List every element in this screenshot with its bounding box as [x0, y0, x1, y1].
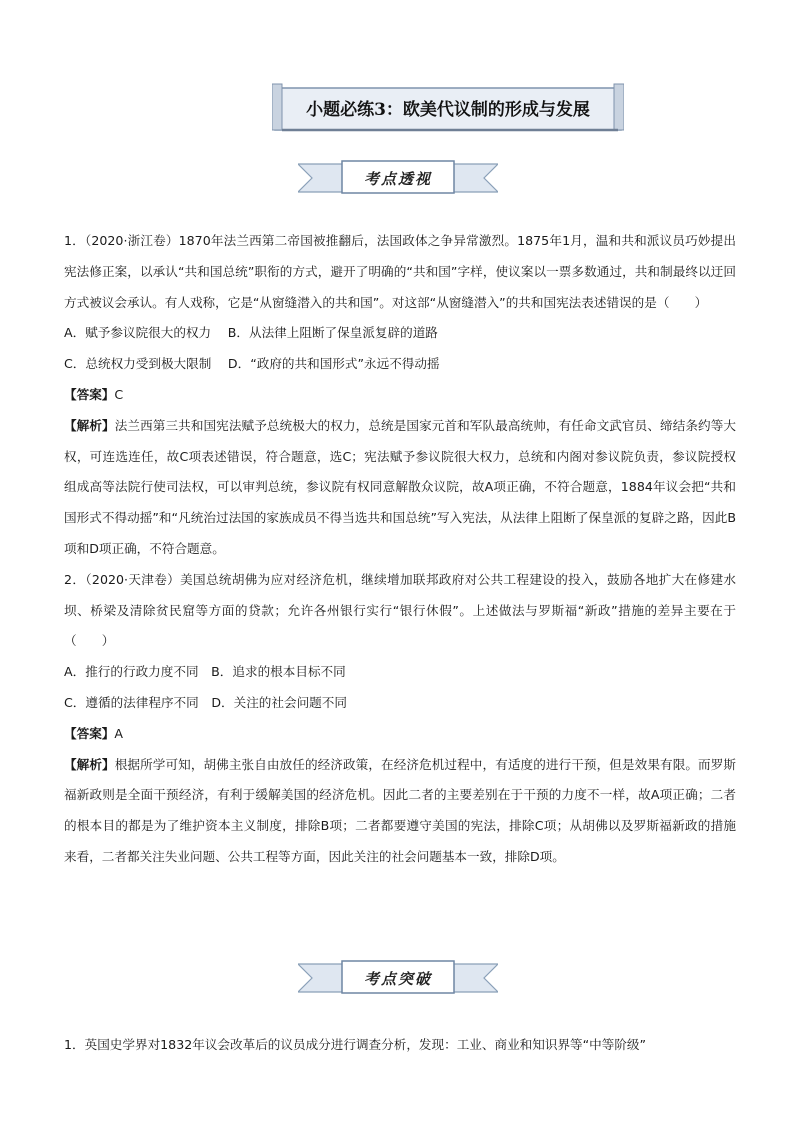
section-2-content — [64, 1030, 736, 1061]
question-1-options-line2: C．总统权力受到极大限制 D．“政府的共和国形式”永远不得动摇 — [64, 356, 440, 372]
section-1-content — [64, 226, 736, 873]
analysis-label: 【解析】 — [64, 756, 115, 772]
section-banner-1-label: 考点透视 — [363, 169, 432, 188]
analysis-text: 根据所学可知，胡佛主张自由放任的经济政策，在经济危机过程中，有适度的进行干预，但是效果有限。而罗斯福新政则是全面干预经济，有利于缓解美国的经济危机。因此二者的主要差别在于干预的力度不一样，故A项正确；二者的根本目的都是为了维护资本主义制度，排除B项；二者都要遵守美国的宪法，排除C项；从胡佛以及罗斯福新政的措施来看，二者都关注失业问题、公共工程等方面，因此关注的社会问题基本一致，排除D项。 — [64, 756, 737, 864]
answer-label: 【答案】 — [64, 725, 115, 741]
section-banner-2-label: 考点突破 — [363, 969, 432, 988]
question-2-options-line1: A．推行的行政力度不同 B．追求的根本目标不同 — [64, 664, 346, 680]
answer-value: A — [114, 725, 123, 741]
page-title: 小题必练3：欧美代议制的形成与发展 — [306, 99, 590, 120]
question-2-options-line2: C．遵循的法律程序不同 D．关注的社会问题不同 — [64, 694, 347, 710]
analysis-text: 法兰西第三共和国宪法赋予总统极大的权力，总统是国家元首和军队最高统帅，有任命文武官员、缔结条约等大权，可连选连任，故C项表述错误，符合题意，选C；宪法赋予参议院很大权力，总统和内阁对参议院负责，参议院授权组成高等法院行使司法权，可以审判总统，参议院有权同意解散众议院，故A项正确，不符合题意，1884年议会把“共和国形式不得动摇”和“凡统治过法国的家族成员不得当选共和国总统”写入宪法，从法律上阻断了保皇派的复辟之路，因此B项和D项正确，不符合题意。 — [64, 417, 737, 556]
question-2-stem: 2．（2020·天津卷）美国总统胡佛为应对经济危机，继续增加联邦政府对公共工程建设的投入，鼓励各地扩大在修建水坝、桥梁及清除贫民窟等方面的贷款；允许各州银行实行“银行休假”。上述做法与罗斯福“新政”措施的差异主要在于（ ） — [64, 571, 736, 649]
title-box — [272, 82, 624, 132]
analysis-label: 【解析】 — [64, 417, 115, 433]
section-banner-2 — [298, 958, 498, 998]
question-2-analysis — [64, 750, 736, 873]
question-2-answer — [64, 719, 736, 750]
question-1-options-line1: A．赋予参议院很大的权力 B．从法律上阻断了保皇派复辟的道路 — [64, 325, 438, 341]
question-1-answer — [64, 380, 736, 411]
question-1-stem: 1．（2020·浙江卷）1870年法兰西第二帝国被推翻后，法国政体之争异常激烈。1875年1月，温和共和派议员巧妙提出宪法修正案，以承认“共和国总统”职衔的方式，避开了明确的“共和国”字样，使议案以一票多数通过，共和制最终以迂回方式被议会承认。有人戏称，它是“从窗缝潜入的共和国”。对这部“从窗缝潜入”的共和国宪法表述错误的是（ ） — [64, 233, 736, 310]
answer-value: C — [114, 386, 124, 402]
answer-label: 【答案】 — [64, 386, 115, 402]
section-2-question-1-stem: 1．英国史学界对1832年议会改革后的议员成分进行调查分析，发现：工业、商业和知识界等“中等阶级” — [64, 1037, 647, 1052]
question-1-analysis — [64, 411, 736, 565]
section-banner-1 — [298, 158, 498, 198]
